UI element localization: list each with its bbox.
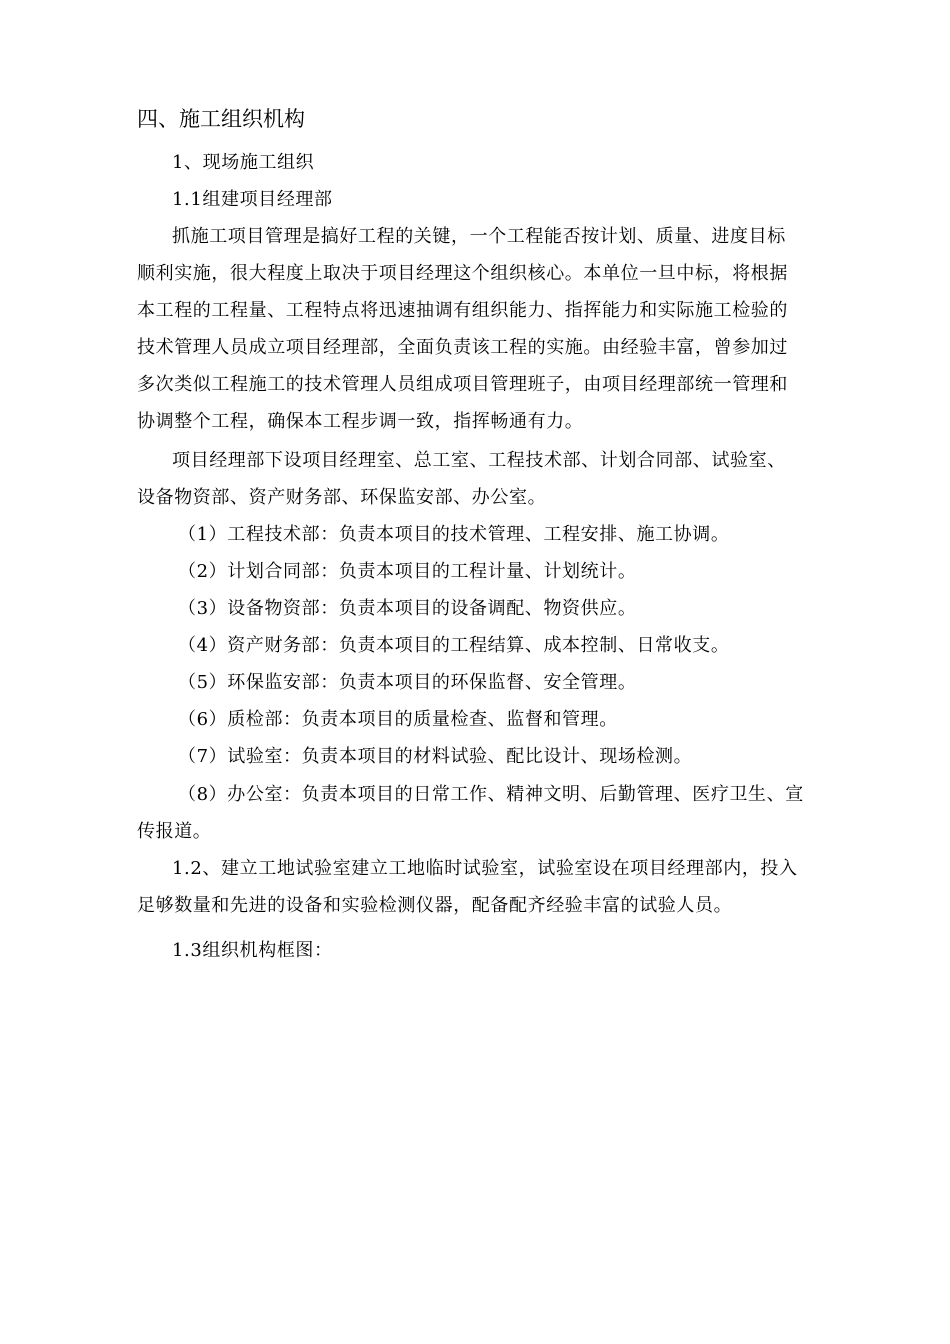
subheading-org-chart: 1.3组织机构框图： — [172, 940, 333, 961]
list-item: （5）环保监安部：负责本项目的环保监督、安全管理。 — [178, 672, 637, 693]
list-item: （1）工程技术部：负责本项目的技术管理、工程安排、施工协调。 — [178, 524, 730, 545]
paragraph-line: 1.2、建立工地试验室建立工地临时试验室，试验室设在项目经理部内，投入 — [172, 858, 798, 879]
list-item: （3）设备物资部：负责本项目的设备调配、物资供应。 — [178, 598, 637, 619]
paragraph-line: 多次类似工程施工的技术管理人员组成项目管理班子，由项目经理部统一管理和 — [137, 374, 788, 395]
list-item: （8）办公室：负责本项目的日常工作、精神文明、后勤管理、医疗卫生、宣 — [178, 784, 804, 805]
list-item: （4）资产财务部：负责本项目的工程结算、成本控制、日常收支。 — [178, 635, 730, 656]
list-item: （6）质检部：负责本项目的质量检查、监督和管理。 — [178, 709, 618, 730]
paragraph-line: 足够数量和先进的设备和实验检测仪器，配备配齐经验丰富的试验人员。 — [137, 895, 733, 916]
subheading-site-organization: 1、现场施工组织 — [172, 152, 315, 173]
paragraph-line: 技术管理人员成立项目经理部，全面负责该工程的实施。由经验丰富，曾参加过 — [137, 337, 788, 358]
paragraph-line: 设备物资部、资产财务部、环保监安部、办公室。 — [137, 487, 547, 508]
paragraph-line: 本工程的工程量、工程特点将迅速抽调有组织能力、指挥能力和实际施工检验的 — [137, 300, 788, 321]
paragraph-line: 协调整个工程，确保本工程步调一致，指挥畅通有力。 — [137, 411, 584, 432]
paragraph-line: 抓施工项目管理是搞好工程的关键，一个工程能否按计划、质量、进度目标 — [172, 226, 786, 247]
section-title: 四、施工组织机构 — [137, 107, 305, 131]
list-item-continuation: 传报道。 — [137, 821, 212, 842]
subheading-project-department: 1.1组建项目经理部 — [172, 189, 333, 210]
paragraph-line: 项目经理部下设项目经理室、总工室、工程技术部、计划合同部、试验室、 — [172, 450, 786, 471]
paragraph-line: 顺利实施，很大程度上取决于项目经理这个组织核心。本单位一旦中标，将根据 — [137, 263, 788, 284]
list-item: （2）计划合同部：负责本项目的工程计量、计划统计。 — [178, 561, 637, 582]
list-item: （7）试验室：负责本项目的材料试验、配比设计、现场检测。 — [178, 746, 693, 767]
